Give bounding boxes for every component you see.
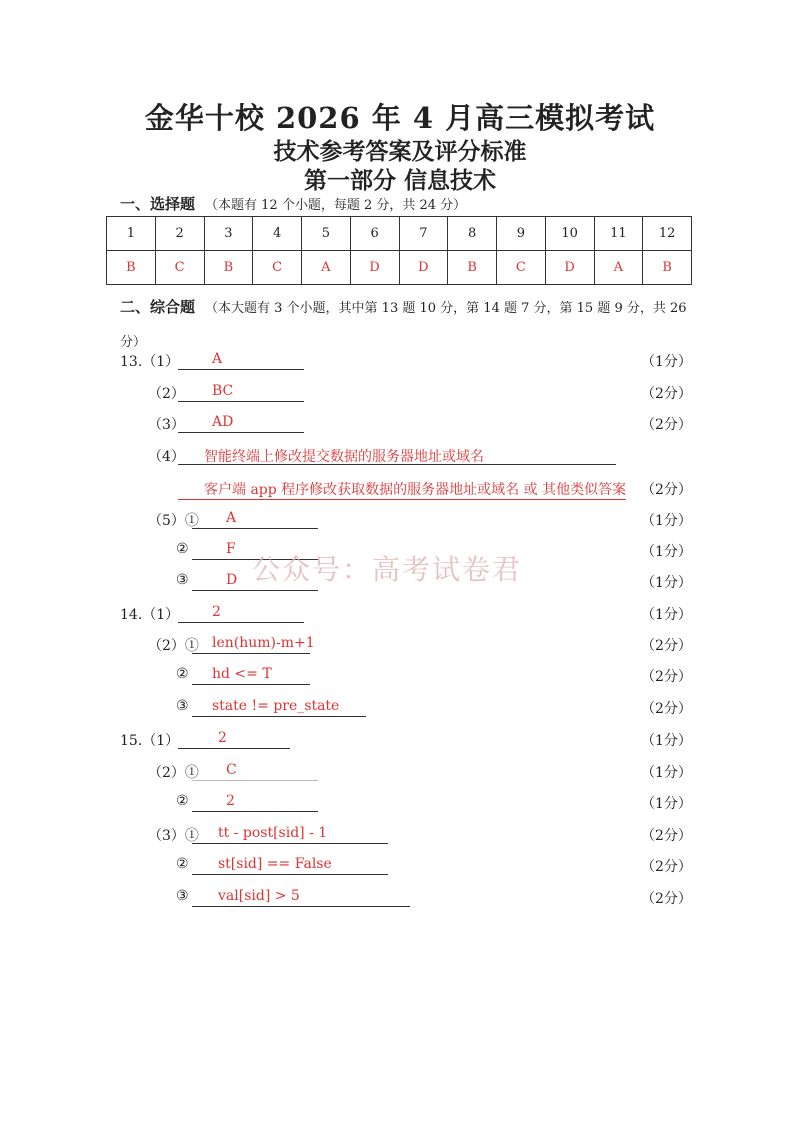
q15-label: 15.（1）: [120, 733, 180, 749]
section-comprehensive-heading: [120, 291, 690, 359]
q14-2a-score: （2分）: [641, 638, 692, 654]
q13-2-label: （2）: [148, 386, 185, 402]
q13-3-score: （2分）: [641, 417, 692, 433]
q13-1-answer-text: A: [212, 351, 223, 367]
q14-2b-answer: [192, 666, 310, 685]
q15-3b-label: ②: [176, 856, 189, 872]
choice-answer: C: [253, 251, 302, 285]
q15-3a-score: （2分）: [641, 828, 692, 844]
question-number-row: [107, 217, 692, 251]
q14-2a-answer: [192, 635, 315, 654]
q13-5c-answer-text: D: [226, 572, 238, 588]
question-number: 12: [643, 217, 692, 251]
choice-answer: D: [399, 251, 448, 285]
choice-answer: C: [497, 251, 546, 285]
q14-2b-answer-text: hd <= T: [212, 666, 272, 682]
q15-3b-score: （2分）: [641, 859, 692, 875]
q13-3-answer-text: AD: [212, 414, 234, 430]
q15-3a-answer: [192, 825, 388, 844]
choice-answer: B: [204, 251, 253, 285]
question-number: 10: [545, 217, 594, 251]
answer-row: [107, 251, 692, 285]
q15-3b-answer: [192, 856, 388, 875]
q14-2-label: （2）①: [148, 638, 199, 654]
choice-answer: B: [107, 251, 156, 285]
q13-5c-score: （1分）: [641, 575, 692, 591]
question-number: 8: [448, 217, 497, 251]
q15-2b-label: ②: [176, 793, 189, 809]
question-number: 9: [497, 217, 546, 251]
q13-5b-score: （1分）: [641, 544, 692, 560]
q15-2b-answer-text: 2: [226, 793, 235, 809]
q14-2b-score: （2分）: [641, 669, 692, 685]
section-comprehensive-note: （本大题有 3 个小题，其中第 13 题 10 分，第 14 题 7 分，第 15 题 9 分，共 26 分）: [120, 301, 687, 350]
q13-5a-score: （1分）: [641, 513, 692, 529]
q13-4-answer-line1: [178, 446, 616, 465]
q15-2b-answer: [192, 793, 318, 812]
choice-answer: C: [155, 251, 204, 285]
q13-4-label: （4）: [148, 449, 185, 465]
q14-2c-answer-text: state != pre_state: [212, 698, 340, 714]
q13-5-label: （5）①: [148, 513, 199, 529]
question-number: 2: [155, 217, 204, 251]
q14-label: 14.（1）: [120, 607, 180, 623]
q13-5a-answer-text: A: [226, 510, 237, 526]
choice-answer: A: [594, 251, 643, 285]
choice-answer: D: [350, 251, 399, 285]
q13-2-answer-text: BC: [212, 383, 234, 399]
q15-3a-answer-text: tt - post[sid] - 1: [218, 825, 328, 841]
choice-answer: B: [448, 251, 497, 285]
q14-2c-answer: [192, 698, 366, 717]
q14-1-answer: [178, 604, 304, 623]
section-choice-heading: [120, 193, 466, 214]
q15-3c-answer: [192, 888, 410, 907]
q15-1-score: （1分）: [641, 733, 692, 749]
question-number: 11: [594, 217, 643, 251]
question-number: 1: [107, 217, 156, 251]
q13-4-answer-line2: 客户端 app 程序修改获取数据的服务器地址或域名 或 其他类似答案: [178, 479, 626, 500]
q13-1-answer: [178, 351, 304, 370]
question-number: 6: [350, 217, 399, 251]
question-number: 5: [302, 217, 351, 251]
q14-2c-score: （2分）: [641, 701, 692, 717]
choice-answer: B: [643, 251, 692, 285]
question-number: 4: [253, 217, 302, 251]
section-choice-note: （本题有 12 个小题，每题 2 分，共 24 分）: [205, 198, 467, 213]
q15-2a-answer: [192, 762, 318, 781]
q15-3-label: （3）①: [148, 828, 199, 844]
document-subtitle: 技术参考答案及评分标准: [273, 138, 527, 165]
section-comprehensive-title: 二、综合题: [120, 298, 196, 316]
part-title: 第一部分 信息技术: [303, 167, 496, 194]
q14-2b-label: ②: [176, 666, 189, 682]
q13-1-score: （1分）: [641, 354, 692, 370]
q14-2c-label: ③: [176, 698, 189, 714]
q14-2a-answer-text: len(hum)-m+1: [212, 635, 315, 651]
q13-2-answer: [178, 383, 304, 402]
q15-1-answer-text: 2: [218, 730, 227, 746]
choice-answer: A: [302, 251, 351, 285]
q15-2b-score: （1分）: [641, 796, 692, 812]
watermark-text: 公众号：高考试卷君: [252, 553, 523, 586]
q13-4-score: （2分）: [641, 482, 692, 498]
q14-1-answer-text: 2: [212, 604, 221, 620]
question-number: 7: [399, 217, 448, 251]
q13-2-score: （2分）: [641, 386, 692, 402]
q15-2a-score: （1分）: [641, 765, 692, 781]
q15-3c-label: ③: [176, 888, 189, 904]
q13-5c-label: ③: [176, 572, 189, 588]
question-number: 3: [204, 217, 253, 251]
q13-4-answer-text-1: 智能终端上修改提交数据的服务器地址或域名: [204, 449, 484, 465]
q15-1-answer: [178, 730, 290, 749]
q15-2-label: （2）①: [148, 765, 199, 781]
q15-3b-answer-text: st[sid] == False: [218, 856, 332, 872]
q13-3-answer: [178, 414, 304, 433]
document-title: 金华十校 2026 年 4 月高三模拟考试: [144, 101, 656, 135]
q13-5b-answer-text: F: [226, 541, 236, 557]
choice-answer: D: [545, 251, 594, 285]
q13-3-label: （3）: [148, 417, 185, 433]
q14-1-score: （1分）: [641, 607, 692, 623]
q13-label: 13.（1）: [120, 354, 180, 370]
choice-answer-table: [106, 216, 692, 285]
q15-3c-answer-text: val[sid] > 5: [218, 888, 300, 904]
q15-2a-answer-text: C: [226, 762, 237, 778]
q13-5a-answer: [192, 510, 318, 529]
q13-5b-label: ②: [176, 541, 189, 557]
section-choice-title: 一、选择题: [120, 195, 196, 213]
q15-3c-score: （2分）: [641, 891, 692, 907]
